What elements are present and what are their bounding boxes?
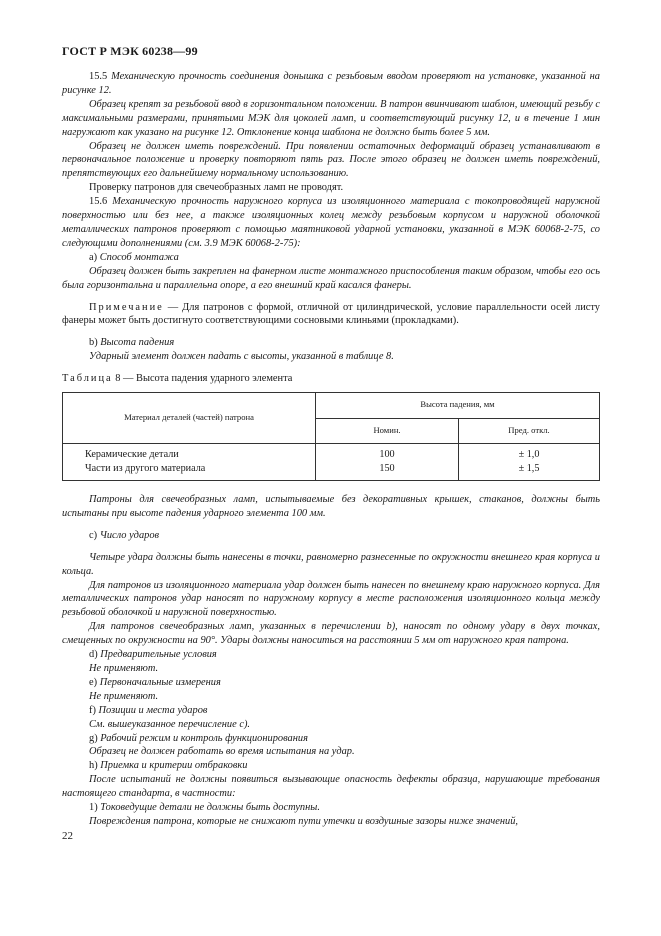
paragraph: Для патронов из изоляционного материала удар должен быть нанесен по внешнему краю наружного корпуса. Для металлических патронов удар наносят по наружному корпусу в месте расположения изоляционного кольца между резьбовой оболочкой и наружной поверхностью. <box>62 579 600 619</box>
paragraph: После испытаний не должны появиться вызывающие опасность дефекты образца, нарушающие требования настоящего стандарта, в частности: <box>62 774 600 800</box>
item-c <box>62 529 600 543</box>
item-title: Приемка и критерии отбраковки <box>100 760 248 772</box>
table-cell: 150 <box>379 463 395 475</box>
item-e <box>62 676 600 690</box>
clause-number: 15.6 <box>89 196 108 208</box>
paragraph: Четыре удара должны быть нанесены в точки, равномерно разнесенные по окружности внешнего края корпуса и кольца. <box>62 551 600 577</box>
header-height: Высота падения, мм <box>316 393 600 419</box>
item-d <box>62 648 600 662</box>
paragraph: Проверку патронов для свечеобразных ламп не проводят. <box>89 182 344 194</box>
table-cell-tolerance <box>459 444 600 481</box>
note-label: Примечание <box>89 301 164 313</box>
item-title: Позиции и места ударов <box>98 704 208 716</box>
item-f <box>62 704 600 718</box>
table-caption-text: 8 — Высота падения ударного элемента <box>112 373 293 385</box>
table-cell-material <box>63 444 316 481</box>
header-material: Материал деталей (частей) патрона <box>63 393 316 444</box>
paragraph-15-6 <box>62 195 600 251</box>
item-b <box>62 336 600 350</box>
item-label: с) <box>89 529 98 541</box>
paragraph: Для патронов свечеобразных ламп, указанных в перечислении b), наносят по одному удару в двух точках, смещенных по окружности на 90°. Удары должны наноситься на расстоянии 5 мм от наружного края патрона. <box>62 621 600 647</box>
paragraph: Не применяют. <box>89 690 159 702</box>
paragraph-15-5 <box>62 70 600 98</box>
paragraph: См. вышеуказанное перечисление с). <box>89 718 251 730</box>
header-nominal: Номин. <box>316 418 459 444</box>
paragraph: Повреждения патрона, которые не снижают пути утечки и воздушные зазоры ниже значений, <box>89 815 518 827</box>
document-body <box>62 70 600 829</box>
item-label: b) <box>89 337 98 349</box>
item-a <box>62 251 600 265</box>
item-label: d) <box>89 649 98 661</box>
table-8 <box>62 392 600 481</box>
paragraph: Образец не должен работать во время испытания на удар. <box>89 746 355 758</box>
page-number: 22 <box>62 830 73 842</box>
item-label: е) <box>89 676 98 688</box>
item-label: а) <box>89 251 98 263</box>
item-title: Первоначальные измерения <box>99 676 221 688</box>
document-header: ГОСТ Р МЭК 60238—99 <box>62 44 198 58</box>
item-label: g) <box>89 732 98 744</box>
header-tolerance: Пред. откл. <box>459 418 600 444</box>
paragraph: Образец не должен иметь повреждений. При появлении остаточных деформаций образец устанавливают в первоначальное положение и проверку повторяют пять раз. После этого образец не должен иметь повреждений, препятствующих его дальнейшему нормальному использованию. <box>62 140 600 180</box>
item-label: f) <box>89 704 96 716</box>
clause-text: Механическую прочность наружного корпуса из изоляционного материала с токопроводящей наружной поверхностью или без нее, а также изоляционных колец между резьбовым корпусом и наружной оболочкой металлических патронов проверяют с помощью маятниковой ударной установки, указанной в МЭК 60068-2-75, со следующими дополнениями (см. 3.9 МЭК 60068-2-75): <box>62 196 600 249</box>
table-cell: ± 1,5 <box>518 463 540 475</box>
table-cell-nominal <box>316 444 459 481</box>
paragraph: Не применяют. <box>89 663 159 674</box>
table-caption <box>62 372 600 386</box>
paragraph: Ударный элемент должен падать с высоты, указанной в таблице 8. <box>89 351 394 363</box>
item-title: Рабочий режим и контроль функционирования <box>100 732 308 744</box>
item-h <box>62 759 600 773</box>
table-caption-label: Таблица <box>62 373 113 385</box>
clause-text: Механическую прочность соединения донышка с резьбовым вводом проверяют на установке, указанной на рисунке 12. <box>62 71 600 96</box>
table-cell: ± 1,0 <box>518 449 540 461</box>
item-title: Токоведущие детали не должны быть доступны. <box>100 802 320 814</box>
note <box>62 301 600 329</box>
item-g <box>62 732 600 746</box>
table-cell: Части из другого материала <box>85 463 206 475</box>
item-h-1 <box>62 801 600 815</box>
clause-number: 15.5 <box>89 71 108 82</box>
paragraph: Патроны для свечеобразных ламп, испытываемые без декоративных крышек, стаканов, должны быть испытаны при высоте падения ударного элемента 100 мм. <box>62 494 600 519</box>
item-label: h) <box>89 760 98 772</box>
item-title: Способ монтажа <box>99 251 179 263</box>
item-label: 1) <box>89 802 98 814</box>
table-cell: Керамические детали <box>85 449 179 461</box>
note-text: — Для патронов с формой, отличной от цилиндрической, условие параллельности осей листу фанеры может быть достигнуто соответствующими сосновыми клиньями (прокладками). <box>62 301 600 327</box>
item-title: Предварительные условия <box>100 649 217 661</box>
item-title: Высота падения <box>100 337 175 349</box>
item-title: Число ударов <box>99 529 160 541</box>
paragraph: Образец крепят за резьбовой ввод в горизонтальном положении. В патрон ввинчивают шаблон, имеющий резьбу с максимальными размерами, принятыми МЭК для цоколей ламп, и соответствующий рисунку 12, и в течение 1 мин нагружают как указано на рисунке 12. Отклонение конца шаблона не должно быть более 5 мм. <box>62 98 600 138</box>
table-cell: 100 <box>379 449 395 461</box>
paragraph: Образец должен быть закреплен на фанерном листе монтажного приспособления таким образом, чтобы его ось была горизонтальна и параллельна опоре, а его внешний край касался фанеры. <box>62 265 600 291</box>
